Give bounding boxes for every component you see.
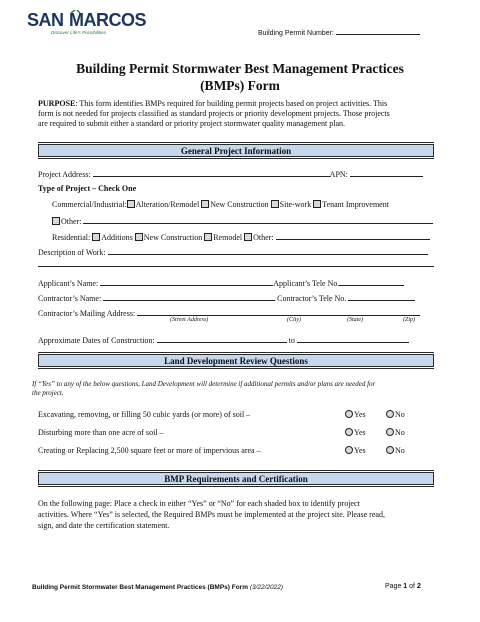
hint-city: (City) — [287, 317, 301, 323]
radio-icon — [345, 410, 353, 418]
apn-field[interactable] — [350, 168, 423, 177]
question-3: Creating or Replacing 2,500 square feet or more of impervious area – — [38, 446, 261, 455]
note-line-2: the project. — [32, 389, 64, 397]
option-additions-label: Additions — [101, 233, 133, 242]
footer-title — [32, 584, 283, 591]
commercial-label: Commercial/Industrial: — [52, 200, 127, 209]
project-type-label: Type of Project – Check One — [38, 184, 137, 193]
hint-state: (State) — [347, 317, 363, 323]
question-1: Excavating, removing, or filling 50 cubic yards (or more) of soil – — [38, 410, 251, 419]
yes-label: Yes — [354, 446, 366, 455]
page-number — [385, 583, 421, 590]
applicant-row — [38, 277, 404, 288]
contractor-row — [38, 292, 415, 303]
mailing-label: Contractor’s Mailing Address: — [38, 309, 136, 318]
commercial-other-field[interactable] — [83, 215, 433, 224]
checkbox-res-other[interactable] — [244, 233, 252, 241]
page-total: 2 — [416, 583, 421, 590]
permit-number-label: Building Permit Number: — [258, 30, 336, 37]
no-label: No — [395, 410, 405, 419]
checkbox-new-construction[interactable] — [201, 200, 209, 208]
question-3-no[interactable] — [386, 446, 405, 455]
applicant-name-label: Applicant’s Name: — [38, 279, 99, 288]
svg-text:MARCOS: MARCOS — [69, 10, 146, 30]
section-header-general: General Project Information — [38, 144, 434, 157]
contractor-name-field[interactable] — [103, 292, 275, 301]
option-res-other-label: Other: — [253, 233, 274, 242]
contractor-tel-field[interactable] — [348, 292, 415, 301]
page-title — [0, 60, 480, 94]
checkbox-commercial-other[interactable] — [52, 217, 60, 225]
bmp-line-1: On the following page: Place a check in either “Yes” or “No” for each shaded box to identify project — [38, 499, 360, 508]
applicant-name-field[interactable] — [100, 277, 273, 286]
purpose-paragraph — [38, 99, 390, 129]
land-dev-note — [32, 380, 375, 398]
bmp-paragraph — [38, 498, 385, 531]
res-other-field[interactable] — [276, 231, 430, 240]
checkbox-site-work[interactable] — [271, 200, 279, 208]
description-row — [38, 246, 428, 257]
description-field[interactable] — [108, 246, 428, 255]
yes-label: Yes — [354, 410, 366, 419]
purpose-line-1: : This form identifies BMPs required for building permit projects based on project activities. This — [75, 99, 388, 108]
no-label: No — [395, 428, 405, 437]
page-current: 1 — [403, 583, 408, 590]
question-1-no[interactable] — [386, 410, 405, 419]
residential-row — [52, 231, 430, 242]
radio-icon — [386, 428, 394, 436]
question-2-no[interactable] — [386, 428, 405, 437]
question-1-yes[interactable] — [345, 410, 366, 419]
question-3-yes[interactable] — [345, 446, 366, 455]
yes-label: Yes — [354, 428, 366, 437]
option-alteration-label: Alteration/Remodel — [135, 200, 200, 209]
residential-label: Residential: — [52, 233, 91, 242]
checkbox-additions[interactable] — [92, 233, 100, 241]
section-header-bmp: BMP Requirements and Certification — [38, 472, 434, 485]
permit-number — [258, 26, 420, 37]
contractor-name-label: Contractor’s Name: — [38, 294, 102, 303]
mailing-field[interactable] — [137, 307, 420, 316]
radio-icon — [386, 446, 394, 454]
checkbox-remodel[interactable] — [204, 233, 212, 241]
checkbox-tenant-improvement[interactable] — [313, 200, 321, 208]
hint-street: (Street Address) — [170, 317, 209, 323]
radio-icon — [345, 446, 353, 454]
bmp-line-3: sign, and date the certification statement. — [38, 521, 170, 530]
start-date-field[interactable] — [157, 334, 287, 343]
checkbox-res-new-construction[interactable] — [135, 233, 143, 241]
purpose-line-3: are required to submit either a standard or priority project stormwater quality management plan. — [38, 119, 346, 128]
footer-title-text: Building Permit Stormwater Best Management Practices (BMPs) Form — [32, 584, 248, 591]
applicant-tel-label: Applicant’s Tele No. — [273, 279, 340, 288]
dates-label: Approximate Dates of Construction: — [38, 336, 155, 345]
page-prefix: Page — [385, 583, 404, 590]
project-address-label: Project Address: — [38, 170, 91, 179]
note-line-1: If “Yes” to any of the below questions, Land Development will determine if additional permits and/or plans are needed for — [32, 380, 376, 388]
contractor-tel-label: Contractor’s Tele No. — [277, 294, 347, 303]
commercial-other-label: Other: — [61, 217, 82, 226]
purpose-line-2: form is not needed for projects classified as standard projects or priority development projects. Those projects — [38, 109, 390, 118]
logo — [27, 10, 147, 41]
option-new-construction-label: New Construction — [210, 200, 269, 209]
svg-text:SAN: SAN — [27, 10, 64, 30]
permit-number-field[interactable] — [336, 26, 420, 35]
question-2: Disturbing more than one acre of soil – — [38, 428, 164, 437]
project-address-row — [38, 168, 423, 179]
commercial-other-row — [52, 215, 433, 226]
to-label: to — [288, 336, 295, 345]
no-label: No — [395, 446, 405, 455]
page-of: of — [407, 583, 417, 590]
option-tenant-improvement-label: Tenant Improvement — [322, 200, 389, 209]
hint-zip: (Zip) — [403, 317, 415, 323]
option-remodel-label: Remodel — [213, 233, 243, 242]
purpose-label: PURPOSE — [38, 99, 76, 108]
radio-icon — [386, 410, 394, 418]
option-res-new-construction-label: New Construction — [143, 233, 203, 242]
description-label: Description of Work: — [38, 248, 106, 257]
applicant-tel-field[interactable] — [339, 277, 404, 286]
footer-date: (3/22/2022) — [249, 584, 284, 591]
apn-label: APN: — [329, 170, 348, 179]
title-line-1: Building Permit Stormwater Best Management Practices — [76, 61, 404, 76]
commercial-row — [52, 200, 389, 209]
checkbox-alteration[interactable] — [127, 200, 135, 208]
project-address-field[interactable] — [93, 168, 330, 177]
section-header-land-development: Land Development Review Questions — [38, 354, 434, 367]
description-line-2[interactable] — [38, 266, 434, 267]
san-marcos-logo-icon — [27, 10, 147, 36]
svg-text:Discover Life's Possibilities: Discover Life's Possibilities — [51, 30, 106, 35]
radio-icon — [345, 428, 353, 436]
question-2-yes[interactable] — [345, 428, 366, 437]
title-line-2: (BMPs) Form — [200, 78, 280, 93]
option-site-work-label: Site-work — [279, 200, 312, 209]
end-date-field[interactable] — [297, 334, 409, 343]
dates-row — [38, 334, 409, 345]
bmp-line-2: activities. Where “Yes” is selected, the Required BMPs must be implemented at the project site. Please read, — [38, 510, 385, 519]
